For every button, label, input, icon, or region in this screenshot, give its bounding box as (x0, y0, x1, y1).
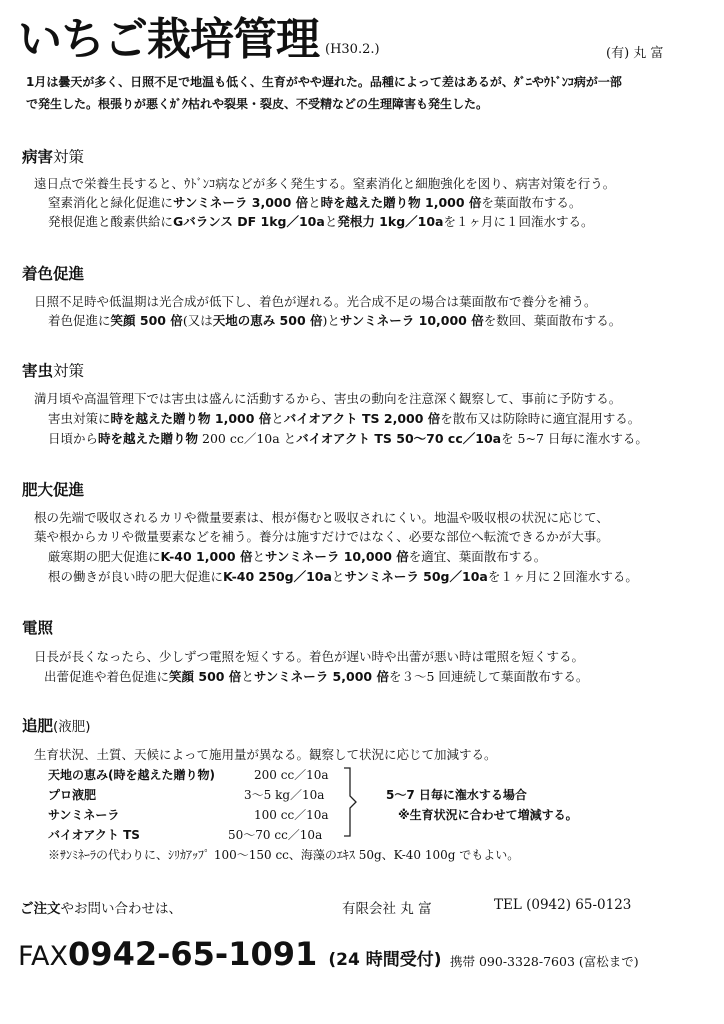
disease-line-1: 遠日点で栄養生長すると、ｳﾄﾞﾝｺ病などが多く発生する。窒素消化と細胞強化を図り、病害対策を行う。 (34, 176, 616, 191)
heading-topdress-suffix: (液肥) (53, 719, 91, 735)
product-highlight: サンミネーラ 3,000 倍 (173, 195, 309, 210)
section-heading-topdress (22, 714, 91, 736)
fax-line (18, 934, 442, 980)
page-title: いちご栽培管理 (18, 14, 319, 65)
section-heading-light: 電照 (22, 619, 54, 637)
inquiry-label: やお問い合わせは、 (60, 901, 182, 917)
table-row-name: バイオアクト TS (48, 828, 140, 842)
table-row-name: サンミネーラ (48, 808, 120, 822)
text-run: を１ヶ月に１回潅水する。 (443, 214, 594, 229)
text-run: を葉面散布する。 (481, 195, 582, 210)
product-highlight: 笑顔 500 倍 (169, 669, 242, 684)
color-line-2 (48, 311, 621, 329)
topdress-footnote: ※ｻﾝﾐﾈｰﾗの代わりに、ｼﾘｶｱｯﾌﾟ 100～150 cc、海藻のｴｷｽ 50g、K-40 100g でもよい。 (48, 848, 520, 862)
text-run: 根の働きが良い時の肥大促進に (48, 569, 224, 584)
text-run: を３～5 回連続して葉面散布する。 (388, 669, 589, 684)
section-heading-enlarge: 肥大促進 (22, 481, 85, 499)
text-run: を１ヶ月に２回潅水する。 (487, 569, 638, 584)
intro-line-1: 1月は曇天が多く、日照不足で地温も低く、生育がやや遅れた。品種によって差はあるが、ﾀﾞﾆやｳﾄﾞﾝｺ病が一部 (26, 75, 622, 89)
heading-pest-main: 害虫 (22, 362, 54, 380)
text-run: 窒素消化と緑化促進に (48, 195, 174, 210)
topdress-note-interval: 5～7 日毎に潅水する場合 (386, 788, 527, 802)
text-run: を数回、葉面散布する。 (483, 313, 622, 328)
product-highlight: サンミネーラ 10,000 倍 (264, 549, 409, 564)
text-run: 厳寒期の肥大促進に (48, 549, 161, 564)
pest-line-3 (48, 429, 648, 447)
text-run: )と (322, 313, 340, 328)
intro-line-2: で発生した。根張りが悪くｶﾞｸ枯れや裂果・裂皮、不受精などの生理障害も発生した。 (26, 97, 489, 111)
fax-number: 0942-65-1091 (68, 935, 318, 973)
text-run: と (308, 195, 321, 210)
pest-line-2 (48, 409, 640, 427)
section-heading-disease (22, 145, 84, 167)
table-row-name: 天地の恵み(時を越えた贈り物) (48, 768, 215, 782)
order-label: ご注文 (20, 901, 61, 917)
product-highlight: Gバランス DF 1kg／10a (173, 214, 325, 229)
heading-disease-main: 病害 (22, 148, 54, 166)
text-run: を 5~7 日毎に潅水する。 (501, 431, 648, 446)
product-highlight: K-40 1,000 倍 (160, 549, 253, 564)
topdress-note-adjust: ※生育状況に合わせて増減する。 (398, 808, 578, 822)
text-run: を適宜、葉面散布する。 (408, 549, 547, 564)
table-row-amount: 200 cc／10a (254, 768, 329, 782)
company-name-footer: 有限会社 丸 富 (342, 901, 432, 917)
light-line-2 (44, 667, 588, 685)
product-highlight: 時を越えた贈り物 1,000 倍 (110, 411, 272, 426)
text-run: と (331, 569, 345, 584)
disease-line-2 (48, 193, 581, 211)
heading-disease-suffix: 対策 (53, 148, 85, 166)
enlarge-line-4 (48, 567, 638, 585)
color-line-1: 日照不足時や低温期は光合成が低下し、着色が遅れる。光合成不足の場合は葉面散布で養分を補う。 (34, 294, 597, 309)
product-highlight: 笑顔 500 倍 (110, 313, 183, 328)
text-run: 着色促進に (48, 313, 111, 328)
table-brace (342, 766, 362, 838)
product-highlight: サンミネーラ 10,000 倍 (339, 313, 484, 328)
order-inquiry (20, 897, 182, 917)
text-run: と (241, 669, 254, 684)
product-highlight: バイオアクト TS 2,000 倍 (283, 411, 441, 426)
pest-line-1: 満月頃や高温管理下では害虫は盛んに活動するから、害虫の動向を注意深く観察して、事前に予防する。 (34, 391, 622, 406)
enlarge-line-2: 葉や根からカリや微量要素などを補う。養分は施すだけではなく、必要な部位へ転流できるかが大事。 (34, 529, 609, 544)
company-name-top: (有) 丸 富 (606, 46, 664, 61)
table-row-amount: 3～5 kg／10a (244, 788, 325, 802)
section-heading-color: 着色促進 (22, 265, 85, 283)
product-highlight: サンミネーラ 5,000 倍 (253, 669, 389, 684)
tel-number: TEL (0942) 65-0123 (494, 897, 632, 913)
heading-topdress-main: 追肥 (22, 717, 54, 735)
text-run: 出蕾促進や着色促進に (44, 669, 170, 684)
text-run: と (252, 549, 265, 564)
text-run: と (324, 214, 338, 229)
table-row-name: プロ液肥 (48, 788, 97, 802)
table-row-amount: 50～70 cc／10a (228, 828, 323, 842)
product-highlight: 天地の恵み 500 倍 (212, 313, 323, 328)
text-run: 200 cc／10a と (198, 431, 297, 446)
text-run: 発根促進と酸素供給に (48, 214, 174, 229)
light-line-1: 日長が長くなったら、少しずつ電照を短くする。着色が遅い時や出蕾が悪い時は電照を短くする。 (34, 649, 585, 664)
text-run: を散布又は防除時に適宜混用する。 (440, 411, 641, 426)
enlarge-line-3 (48, 547, 546, 565)
table-row-amount: 100 cc／10a (254, 808, 329, 822)
product-highlight: 時を越えた贈り物 (98, 431, 199, 446)
enlarge-line-1: 根の先端で吸収されるカリや微量要素は、根が傷むと吸収されにくい。地温や吸収根の状況に応じて、 (34, 510, 609, 525)
text-run: 日頃から (48, 431, 99, 446)
mobile-number: 携帯 090-3328-7603 (富松まで) (450, 954, 639, 969)
product-highlight: 時を越えた贈り物 1,000 倍 (320, 195, 482, 210)
product-highlight: バイオアクト TS 50～70 cc／10a (296, 431, 502, 446)
product-highlight: サンミネーラ 50g／10a (344, 569, 488, 584)
heading-pest-suffix: 対策 (53, 362, 85, 380)
text-run: 害虫対策に (48, 411, 111, 426)
section-heading-pest (22, 359, 84, 381)
disease-line-3 (48, 212, 593, 230)
text-run: と (271, 411, 284, 426)
text-run: (又は (182, 313, 213, 328)
fax-hours: (24 時間受付) (328, 950, 442, 970)
product-highlight: K-40 250g／10a (223, 569, 332, 584)
product-highlight: 発根力 1kg／10a (337, 214, 444, 229)
issue-date: (H30.2.) (325, 42, 380, 57)
fax-label: FAX (18, 941, 69, 972)
topdress-line-1: 生育状況、土質、天候によって施用量が異なる。観察して状況に応じて加減する。 (34, 747, 497, 762)
